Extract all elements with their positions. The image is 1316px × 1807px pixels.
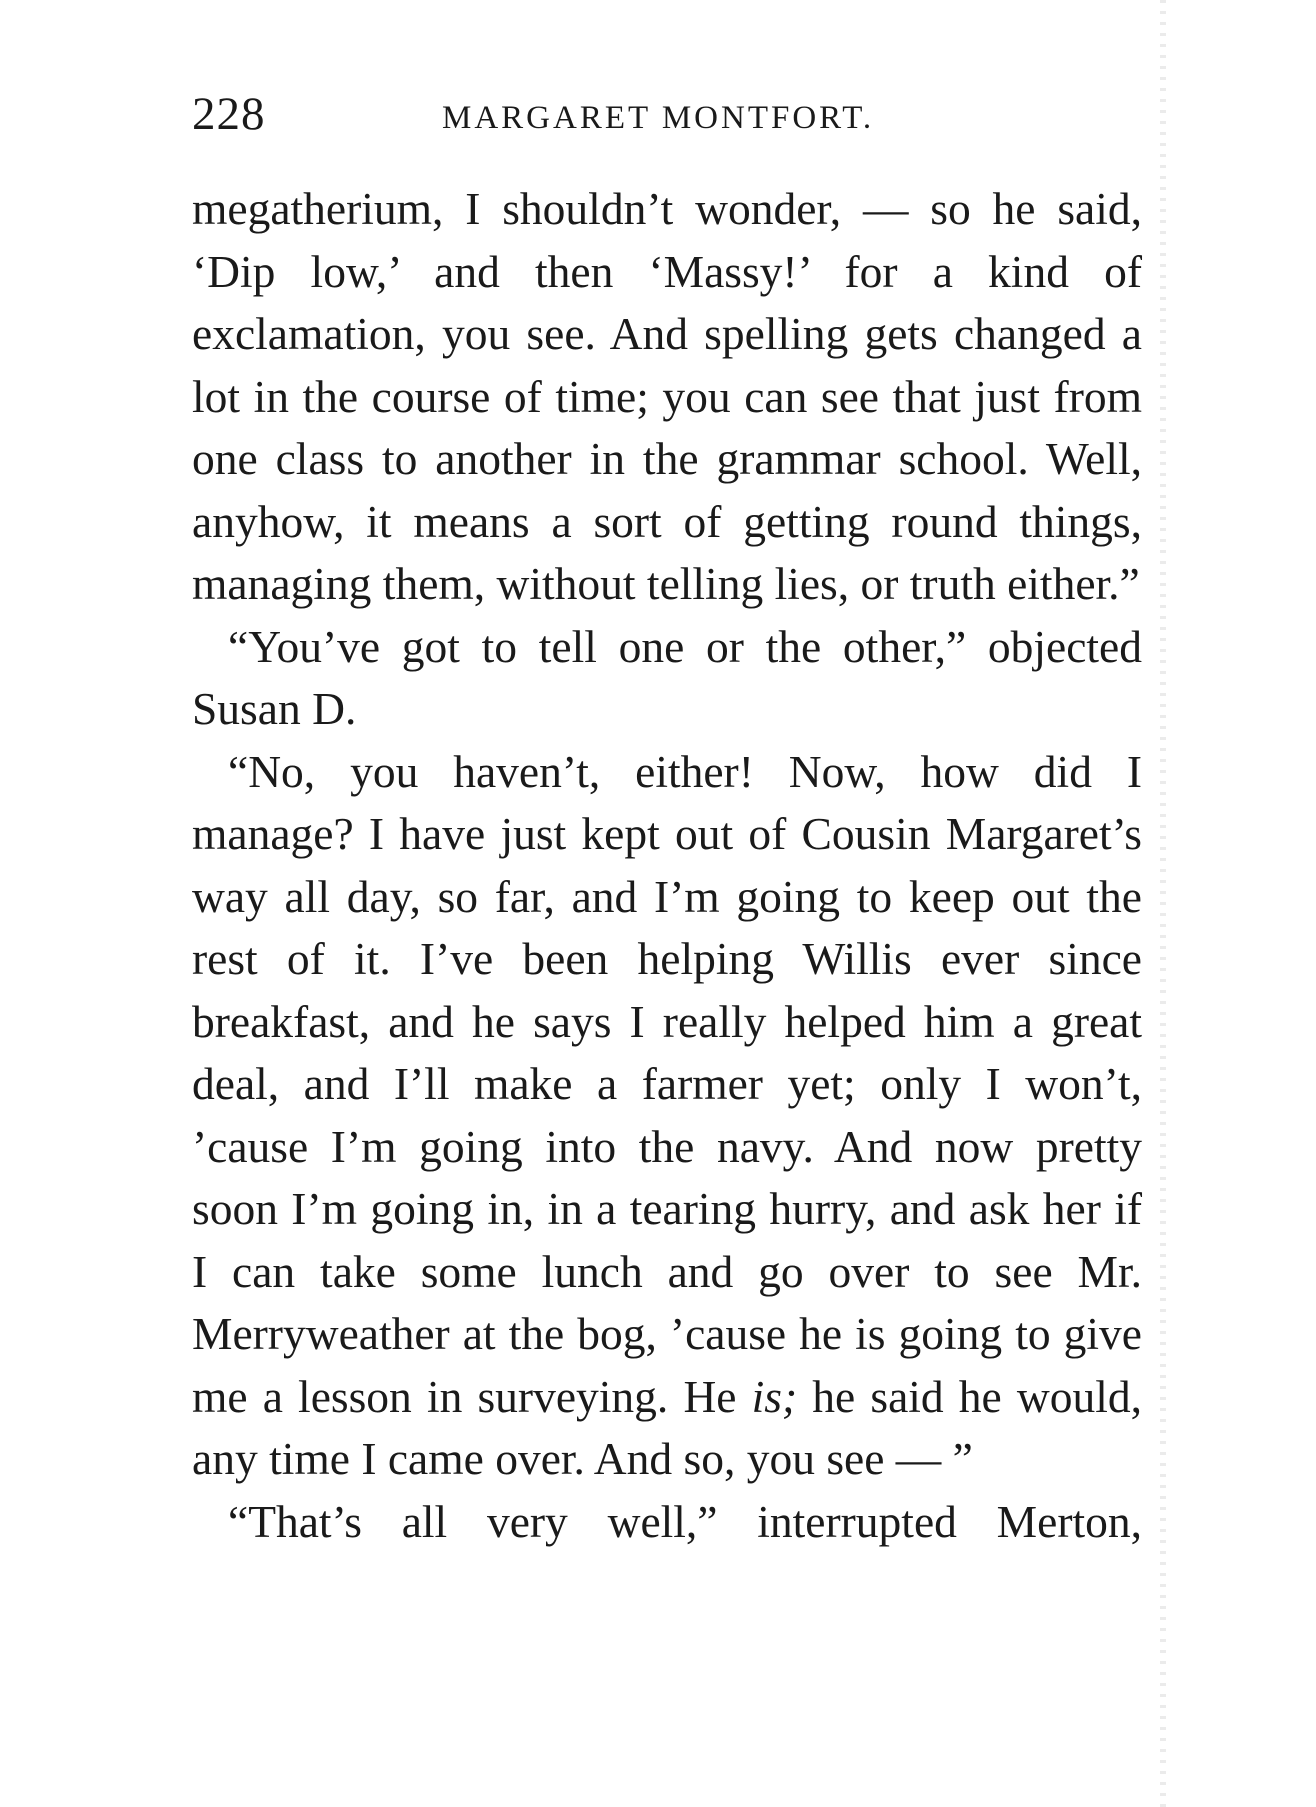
paragraph-2: “You’ve got to tell one or the other,” objected Susan D.: [192, 620, 1142, 734]
paragraph-3-text-a: “No, you haven’t, either! Now, how did I manage? I have just kept out of Cousin Margaret’s way all day, so far, and I’m going to keep out the rest of it. I’ve been helping Willis ever since breakfast, and he says I really helped him a great deal, and I’ll make a farmer yet; only I won’t, ’cause I’m going into the navy. And now pretty soon I’m going in, in a tearing hurry, and ask her if I can take some lunch and go over to see Mr. Merryweather at the bog, ’cause he is going to give me a lesson in surveying. He: [192, 745, 1142, 1422]
page-number: 228: [192, 88, 266, 140]
page-edge: [1160, 0, 1166, 1807]
paragraph-3-text-b: he said he would, any time I came over. And so, you see — ”: [192, 1370, 1143, 1484]
paragraph-3: [192, 741, 1142, 1491]
running-head: [192, 84, 1142, 144]
paragraph-4: “That’s all very well,” interrupted Merton,: [228, 1495, 1142, 1547]
running-title: MARGARET MONTFORT.: [442, 100, 875, 136]
paragraph-1: megatherium, I shouldn’t wonder, — so he said, ‘Dip low,’ and then ‘Massy!’ for a kind of exclamation, you see. And spelling gets changed a lot in the course of time; you can see that just from one class to another in the grammar school. Well, anyhow, it means a sort of getting round things, managing them, without telling lies, or truth either.”: [192, 183, 1142, 609]
body-text: [192, 178, 1142, 1553]
paragraph-3-emphasis: is;: [751, 1370, 798, 1422]
